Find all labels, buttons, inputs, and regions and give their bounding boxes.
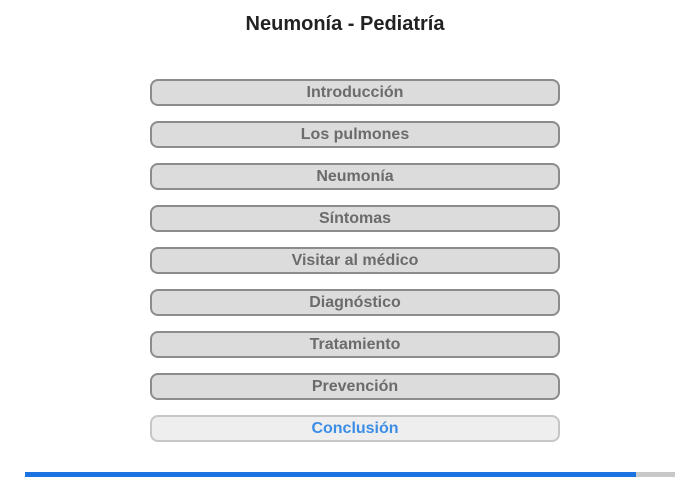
menu-item-tratamiento[interactable]: Tratamiento [150,331,560,358]
menu-item-conclusion[interactable]: Conclusión [150,415,560,442]
menu-item-diagnostico[interactable]: Diagnóstico [150,289,560,316]
menu-item-sintomas[interactable]: Síntomas [150,205,560,232]
chapter-menu [150,79,560,457]
menu-item-prevencion[interactable]: Prevención [150,373,560,400]
menu-item-neumonia[interactable]: Neumonía [150,163,560,190]
menu-item-visitar-al-medico[interactable]: Visitar al médico [150,247,560,274]
menu-item-los-pulmones[interactable]: Los pulmones [150,121,560,148]
progress-bar-fill [25,472,636,477]
progress-bar [25,472,675,477]
menu-item-introduccion[interactable]: Introducción [150,79,560,106]
page-title: Neumonía - Pediatría [245,13,445,35]
